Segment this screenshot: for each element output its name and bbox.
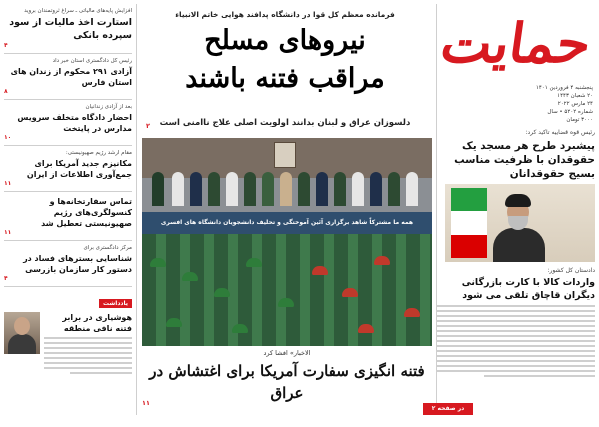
left-item-page-ref: ۱۰	[4, 134, 12, 141]
iran-flag-icon	[451, 188, 487, 258]
left-item[interactable]	[4, 4, 132, 54]
left-item-title: مکانیزم جدید آمریکا برای جمع‌آوری اطلاعات از ایران	[26, 159, 132, 179]
officer-figure	[190, 172, 202, 206]
left-item[interactable]	[4, 146, 132, 192]
cadet-cap	[246, 258, 262, 267]
left-item-page-ref: ۱۱	[4, 180, 12, 187]
officer-figure	[316, 172, 328, 206]
photo-banner-text: همه ما مشترکاً شاهد برگزاری آئین آموختگی و تحلیف دانشجویان دانشگاه های افسری	[142, 212, 432, 234]
cadet-cap	[374, 256, 390, 265]
cadet-cap	[404, 308, 420, 317]
officer-figure	[152, 172, 164, 206]
cadet-cap	[150, 258, 166, 267]
officer-figure	[226, 172, 238, 206]
pub-date-hijri: ۲۰ شعبان ۱۴۴۳	[557, 93, 593, 99]
story2-kicker: دادستان کل کشور:	[547, 267, 595, 274]
cadet-cap	[214, 288, 230, 297]
left-item-title: آزادی ۲۹۱ محکوم از زندان های استان فارس	[10, 67, 132, 87]
left-item-kicker: رئیس کل دادگستری استان خبر داد	[52, 58, 132, 64]
top-story-page-ref: ۲	[146, 122, 150, 130]
officer-figure	[388, 172, 400, 206]
note-text	[44, 312, 132, 377]
left-item-page-ref: ۱۱	[4, 229, 12, 236]
officer-figure	[352, 172, 364, 206]
pub-date-gregorian: ۲۴ مارس ۲۰۲۲	[557, 101, 593, 107]
left-item-kicker: بعد از آزادی زندانیان	[85, 104, 132, 110]
newspaper-logo	[437, 4, 595, 82]
issue-number: شماره ۵۲۰۲ • سال	[547, 109, 593, 115]
pub-date-persian: پنجشنبه ۴ فروردین ۱۴۰۱	[535, 85, 593, 91]
officer-figure	[208, 172, 220, 206]
cadets-formation	[142, 234, 432, 346]
top-story-kicker: فرمانده معظم کل قوا در دانشگاه پدافند هوایی خاتم الانبیاء	[175, 10, 395, 19]
publication-info	[513, 84, 593, 124]
officer-figure	[262, 172, 274, 206]
officer-figure	[298, 172, 310, 206]
left-item-title: استارت اخذ مالیات از سود سپرده بانکی	[9, 17, 132, 41]
left-item[interactable]	[4, 54, 132, 100]
left-item[interactable]	[4, 192, 132, 241]
officer-figure	[334, 172, 346, 206]
headline-line-2: مراقب فتنه باشند	[185, 63, 385, 94]
officer-figure	[370, 172, 382, 206]
left-item-title: تماس سفارتخانه‌ها و کنسولگری‌های رژیم صهیونیستی تعطیل شد	[41, 197, 132, 228]
cadet-cap	[358, 324, 374, 333]
left-item-kicker: افزایش پایه‌های مالیاتی ـ سراغ ثروتمندان بروید	[24, 8, 132, 14]
left-item-title: احضار دادگاه متخلف سرویس مدارس در پایتخت	[17, 113, 132, 133]
note-box	[4, 312, 132, 377]
left-item[interactable]	[4, 241, 132, 287]
logo-text: حمایت	[436, 11, 596, 75]
person-figure	[493, 194, 545, 262]
left-item-title: شناسایی بسترهای فساد در دستور کار سازمان بازرسی	[23, 254, 132, 274]
cadet-cap	[166, 318, 182, 327]
portrait-frame	[274, 142, 296, 168]
cadet-cap	[278, 298, 294, 307]
cadet-cap	[232, 324, 248, 333]
officer-figure	[280, 172, 292, 206]
note-tag: یادداشت	[99, 299, 132, 308]
story2-body-text	[437, 305, 595, 377]
read-on-page-strip[interactable]: در صفحه ۲ بخوانید	[423, 403, 473, 415]
left-item-page-ref: ۴	[4, 275, 8, 282]
bottom-story-page-ref: ۱۱	[142, 399, 150, 407]
cadet-cap	[182, 272, 198, 281]
left-column	[4, 4, 132, 415]
columnist-photo	[4, 312, 40, 354]
note-title: هوشیاری در برابر فتنه نافی منطقه	[62, 313, 132, 333]
story1-kicker: رئیس قوه قضاییه تاکید کرد:	[525, 129, 595, 136]
ceremony-photo	[142, 138, 432, 346]
officer-figure	[406, 172, 418, 206]
column-divider-left	[136, 4, 137, 415]
judiciary-chief-photo	[445, 184, 595, 262]
headline-line-1: نیروهای مسلح	[204, 25, 366, 56]
main-headline[interactable]	[140, 22, 430, 98]
left-item-page-ref: ۴	[4, 42, 8, 49]
story2-title[interactable]: واردات کالا با کارت بازرگانی دیگران قاچاق تلقی می شود	[461, 277, 595, 301]
bottom-story-kicker: الاخبار» افشا کرد	[263, 349, 311, 357]
left-item[interactable]	[4, 100, 132, 146]
officer-figure	[244, 172, 256, 206]
note-section[interactable]	[4, 287, 132, 381]
price: ۳۰۰۰ تومان	[566, 117, 593, 123]
left-item-page-ref: ۸	[4, 88, 8, 95]
story1-title[interactable]: پیشبرد طرح هر مسجد یک حقوقدان با ظرفیت مناسب بسیج حقوقدانان	[454, 140, 595, 180]
masthead	[435, 4, 595, 124]
cadet-cap	[312, 266, 328, 275]
cadet-cap	[342, 288, 358, 297]
left-item-kicker: مقام ارشد رژیم صهیونیستی:	[65, 150, 132, 156]
right-column	[437, 128, 595, 415]
officer-figure	[172, 172, 184, 206]
bottom-story-title[interactable]: فتنه انگیزی سفارت آمریکا برای اغتشاش در عراق	[149, 362, 425, 402]
left-item-kicker: مرکز دادگستری برای	[83, 245, 132, 251]
top-story-subhead: دلسوزان عراق و لبنان بدانند اولویت اصلی علاج ناامنی است	[159, 118, 411, 128]
